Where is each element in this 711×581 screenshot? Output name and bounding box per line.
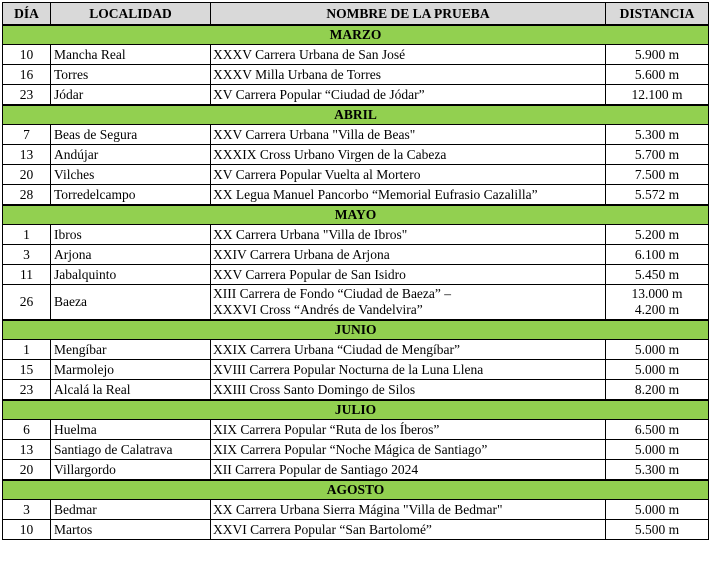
table-row xyxy=(3,265,709,285)
month-row xyxy=(3,400,709,420)
cell-locality: Torredelcampo xyxy=(51,185,211,206)
month-label: ABRIL xyxy=(3,105,709,125)
cell-locality: Ibros xyxy=(51,225,211,245)
cell-race-name xyxy=(211,340,606,360)
cell-day: 7 xyxy=(3,125,51,145)
table-body xyxy=(3,25,709,540)
cell-day: 20 xyxy=(3,165,51,185)
cell-race-name xyxy=(211,440,606,460)
month-row xyxy=(3,480,709,500)
table-row xyxy=(3,285,709,321)
table-row xyxy=(3,340,709,360)
table-row xyxy=(3,420,709,440)
distance-line: 5.300 m xyxy=(634,462,680,477)
distance-line: 5.000 m xyxy=(634,502,680,517)
cell-locality: Martos xyxy=(51,520,211,540)
month-label: MARZO xyxy=(3,25,709,45)
cell-day: 23 xyxy=(3,380,51,401)
cell-distance xyxy=(606,500,709,520)
cell-distance xyxy=(606,440,709,460)
cell-distance xyxy=(606,85,709,106)
race-name-line: XIX Carrera Popular “Noche Mágica de Santiago” xyxy=(213,442,488,457)
cell-locality: Beas de Segura xyxy=(51,125,211,145)
cell-race-name xyxy=(211,265,606,285)
cell-distance xyxy=(606,380,709,401)
cell-race-name xyxy=(211,125,606,145)
distance-line: 6.500 m xyxy=(634,422,680,437)
cell-distance xyxy=(606,125,709,145)
cell-race-name xyxy=(211,225,606,245)
race-name-line: XXIV Carrera Urbana de Arjona xyxy=(213,247,390,262)
race-name-line: XXVI Carrera Popular “San Bartolomé” xyxy=(213,522,432,537)
race-name-line: XV Carrera Popular Vuelta al Mortero xyxy=(213,167,421,182)
cell-day: 26 xyxy=(3,285,51,321)
cell-day: 3 xyxy=(3,500,51,520)
cell-distance xyxy=(606,460,709,481)
race-name-line: XIII Carrera de Fondo “Ciudad de Baeza” – xyxy=(213,286,452,301)
cell-race-name xyxy=(211,380,606,401)
header-race-name: NOMBRE DE LA PRUEBA xyxy=(211,3,606,26)
table-row xyxy=(3,380,709,401)
race-name-line: XXV Carrera Popular de San Isidro xyxy=(213,267,406,282)
race-name-line: XII Carrera Popular de Santiago 2024 xyxy=(213,462,419,477)
race-name-line: XX Carrera Urbana "Villa de Ibros" xyxy=(213,227,408,242)
cell-day: 3 xyxy=(3,245,51,265)
month-label: JUNIO xyxy=(3,320,709,340)
cell-distance xyxy=(606,185,709,206)
cell-day: 23 xyxy=(3,85,51,106)
distance-line: 5.450 m xyxy=(634,267,680,282)
month-label: MAYO xyxy=(3,205,709,225)
distance-line: 13.000 m xyxy=(631,286,683,301)
month-row xyxy=(3,320,709,340)
distance-line: 5.000 m xyxy=(634,342,680,357)
cell-race-name xyxy=(211,85,606,106)
race-name-line: XXXVI Cross “Andrés de Vandelvira” xyxy=(213,302,423,317)
cell-locality: Mancha Real xyxy=(51,45,211,65)
month-row xyxy=(3,205,709,225)
cell-distance xyxy=(606,360,709,380)
cell-locality: Alcalá la Real xyxy=(51,380,211,401)
cell-locality: Vilches xyxy=(51,165,211,185)
cell-race-name xyxy=(211,245,606,265)
race-name-line: XX Legua Manuel Pancorbo “Memorial Eufrasio Cazalilla” xyxy=(213,187,538,202)
table-row xyxy=(3,225,709,245)
table-row xyxy=(3,185,709,206)
cell-race-name xyxy=(211,500,606,520)
race-name-line: XIX Carrera Popular “Ruta de los Íberos” xyxy=(213,422,440,437)
cell-distance xyxy=(606,340,709,360)
distance-line: 5.572 m xyxy=(634,187,680,202)
cell-locality: Santiago de Calatrava xyxy=(51,440,211,460)
table-row xyxy=(3,45,709,65)
cell-locality: Andújar xyxy=(51,145,211,165)
cell-distance xyxy=(606,420,709,440)
cell-race-name xyxy=(211,45,606,65)
cell-distance xyxy=(606,285,709,321)
table-row xyxy=(3,440,709,460)
cell-day: 28 xyxy=(3,185,51,206)
distance-line: 5.300 m xyxy=(634,127,680,142)
table-row xyxy=(3,500,709,520)
distance-line: 5.600 m xyxy=(634,67,680,82)
cell-distance xyxy=(606,245,709,265)
cell-day: 11 xyxy=(3,265,51,285)
table-row xyxy=(3,145,709,165)
cell-day: 10 xyxy=(3,520,51,540)
cell-race-name xyxy=(211,420,606,440)
cell-distance xyxy=(606,265,709,285)
race-calendar-table xyxy=(2,2,709,540)
cell-race-name xyxy=(211,520,606,540)
cell-day: 1 xyxy=(3,225,51,245)
month-label: JULIO xyxy=(3,400,709,420)
cell-race-name xyxy=(211,145,606,165)
table-row xyxy=(3,460,709,481)
race-name-line: XXXV Carrera Urbana de San José xyxy=(213,47,406,62)
header-row xyxy=(3,3,709,26)
month-row xyxy=(3,105,709,125)
race-name-line: XXIX Carrera Urbana “Ciudad de Mengíbar” xyxy=(213,342,461,357)
cell-distance xyxy=(606,165,709,185)
distance-line: 6.100 m xyxy=(634,247,680,262)
cell-day: 13 xyxy=(3,145,51,165)
cell-distance xyxy=(606,45,709,65)
cell-locality: Jódar xyxy=(51,85,211,106)
cell-distance xyxy=(606,520,709,540)
cell-locality: Mengíbar xyxy=(51,340,211,360)
cell-locality: Huelma xyxy=(51,420,211,440)
table-row xyxy=(3,85,709,106)
distance-line: 8.200 m xyxy=(634,382,680,397)
month-label: AGOSTO xyxy=(3,480,709,500)
cell-day: 16 xyxy=(3,65,51,85)
cell-race-name xyxy=(211,65,606,85)
cell-locality: Marmolejo xyxy=(51,360,211,380)
cell-race-name xyxy=(211,165,606,185)
table-row xyxy=(3,65,709,85)
distance-line: 7.500 m xyxy=(634,167,680,182)
distance-line: 12.100 m xyxy=(631,87,683,102)
cell-day: 10 xyxy=(3,45,51,65)
cell-locality: Jabalquinto xyxy=(51,265,211,285)
cell-day: 15 xyxy=(3,360,51,380)
distance-line: 5.000 m xyxy=(634,442,680,457)
cell-locality: Baeza xyxy=(51,285,211,321)
header-locality: LOCALIDAD xyxy=(51,3,211,26)
cell-day: 6 xyxy=(3,420,51,440)
month-row xyxy=(3,25,709,45)
cell-locality: Arjona xyxy=(51,245,211,265)
distance-line: 5.200 m xyxy=(634,227,680,242)
race-name-line: XX Carrera Urbana Sierra Mágina "Villa de Bedmar" xyxy=(213,502,503,517)
race-name-line: XV Carrera Popular “Ciudad de Jódar” xyxy=(213,87,425,102)
cell-locality: Bedmar xyxy=(51,500,211,520)
cell-race-name xyxy=(211,285,606,321)
table-row xyxy=(3,125,709,145)
distance-line: 5.900 m xyxy=(634,47,680,62)
table-row xyxy=(3,165,709,185)
cell-locality: Torres xyxy=(51,65,211,85)
header-distance: DISTANCIA xyxy=(606,3,709,26)
table-row xyxy=(3,520,709,540)
distance-line: 5.500 m xyxy=(634,522,680,537)
cell-locality: Villargordo xyxy=(51,460,211,481)
distance-line: 5.700 m xyxy=(634,147,680,162)
cell-race-name xyxy=(211,360,606,380)
cell-distance xyxy=(606,65,709,85)
table-row xyxy=(3,245,709,265)
race-name-line: XVIII Carrera Popular Nocturna de la Luna Llena xyxy=(213,362,484,377)
race-name-line: XXXIX Cross Urbano Virgen de la Cabeza xyxy=(213,147,447,162)
cell-race-name xyxy=(211,460,606,481)
cell-race-name xyxy=(211,185,606,206)
cell-distance xyxy=(606,225,709,245)
header-day: DÍA xyxy=(3,3,51,26)
cell-day: 20 xyxy=(3,460,51,481)
race-name-line: XXV Carrera Urbana "Villa de Beas" xyxy=(213,127,416,142)
distance-line: 4.200 m xyxy=(634,302,680,317)
cell-day: 1 xyxy=(3,340,51,360)
race-name-line: XXXV Milla Urbana de Torres xyxy=(213,67,382,82)
race-name-line: XXIII Cross Santo Domingo de Silos xyxy=(213,382,416,397)
cell-distance xyxy=(606,145,709,165)
table-row xyxy=(3,360,709,380)
cell-day: 13 xyxy=(3,440,51,460)
distance-line: 5.000 m xyxy=(634,362,680,377)
